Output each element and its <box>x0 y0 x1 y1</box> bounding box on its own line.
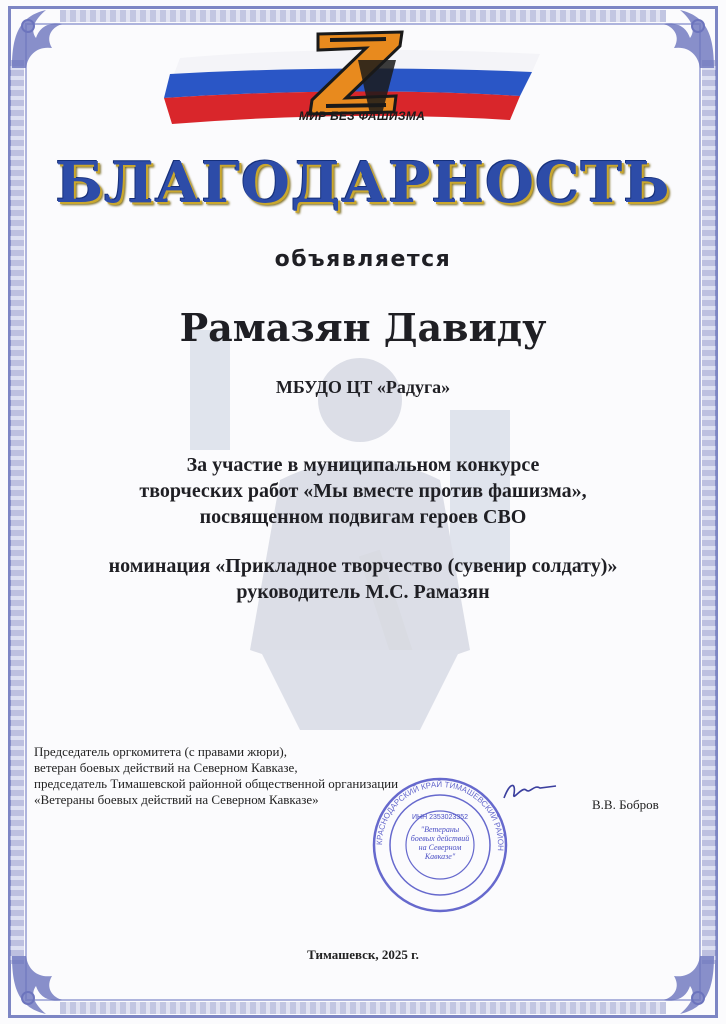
signer-title-line: председатель Тимашевской районной общественной организации <box>34 776 399 791</box>
signer-title-block <box>34 744 398 808</box>
organization-name: МБУДО ЦТ «Радуга» <box>275 377 451 397</box>
signer-name: В.В. Бобров <box>592 797 659 812</box>
signer-title-line: «Ветераны боевых действий на Северном Кавказе» <box>34 792 319 807</box>
nomination-block <box>0 553 726 605</box>
organization-stamp-icon <box>370 775 510 915</box>
award-reason-line: посвященном подвигам героев СВО <box>199 506 527 528</box>
stamp-center-text: "Ветераны боевых действий на Северном Кавказе" <box>410 825 470 861</box>
signer-title-line: Председатель оргкомитета (с правами жюри), <box>34 744 288 759</box>
logo-caption: МИР БЕЗ ФАШИЗМА <box>298 109 426 123</box>
stamp-inn-text: ИНН 2353023352 <box>411 814 469 821</box>
award-reason-line: творческих работ «Мы вместе против фашизма», <box>139 480 587 502</box>
recipient-name: Рамазян Давиду <box>179 305 547 350</box>
corner-ornament-icon <box>6 4 76 74</box>
victory-z-logo-icon <box>300 20 420 120</box>
announce-text: объявляется <box>274 247 452 272</box>
stamp-ring-text: КРАСНОДАРСКИЙ КРАЙ ТИМАШЕВСКИЙ РАЙОН <box>374 779 506 852</box>
signer-title-line: ветеран боевых действий на Северном Кавказе, <box>34 760 298 775</box>
corner-ornament-icon <box>650 4 720 74</box>
nomination-text: номинация «Прикладное творчество (сувенир солдату)» <box>108 555 618 577</box>
award-reason <box>0 452 726 530</box>
award-reason-line: За участие в муниципальном конкурсе <box>186 454 540 476</box>
bottom-border-ornament <box>60 1002 666 1014</box>
place-and-year: Тимашевск, 2025 г. <box>307 947 419 962</box>
certificate-title: БЛАГОДАРНОСТЬ <box>55 150 671 216</box>
supervisor-text: руководитель М.С. Рамазян <box>236 581 490 603</box>
handwritten-signature-image <box>500 776 560 806</box>
